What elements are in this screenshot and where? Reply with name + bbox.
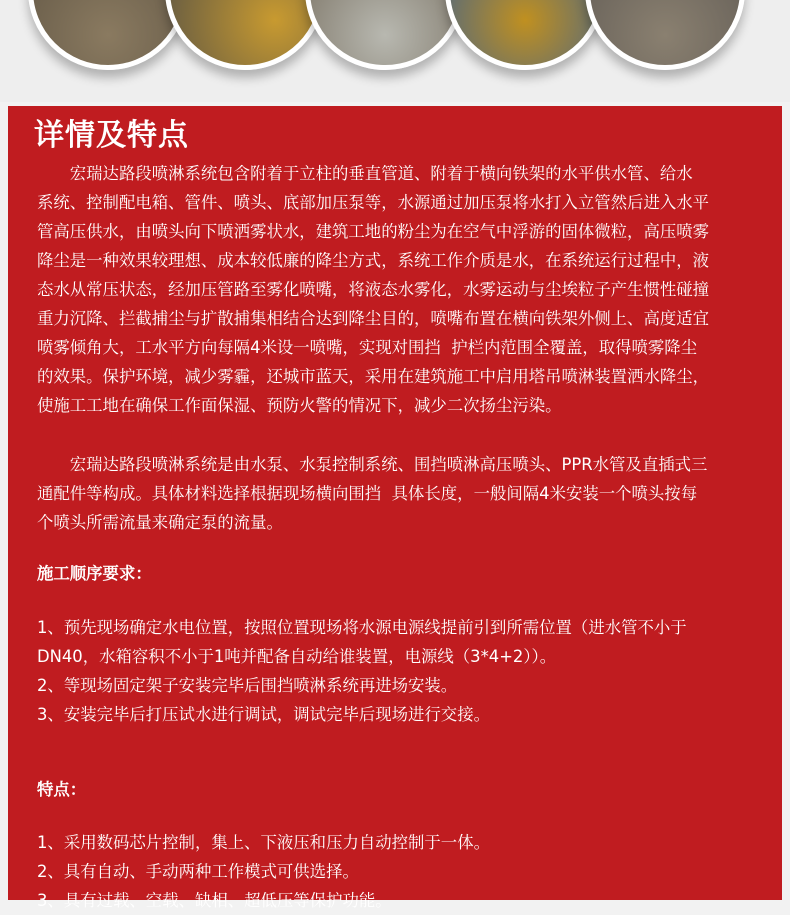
sequence-heading: 施工顺序要求： bbox=[37, 564, 152, 583]
text-line: 3、具有过载、空载、缺相、超低压等保护功能。 bbox=[37, 891, 392, 910]
description-paragraph-2 bbox=[37, 450, 707, 537]
text-line: 系统、控制配电箱、管件、喷头、底部加压泵等，水源通过加压泵将水打入立管然后进入水平 bbox=[37, 193, 710, 212]
text-line: 1、采用数码芯片控制，集上、下液压和压力自动控制于一体。 bbox=[37, 833, 490, 852]
text-line: 降尘是一种效果较理想、成本较低廉的降尘方式，系统工作介质是水，在系统运行过程中，液 bbox=[37, 251, 710, 270]
text-line: 重力沉降、拦截捕尘与扩散捕集相结合达到降尘目的，喷嘴布置在横向铁架外侧上、高度适宜 bbox=[37, 309, 710, 328]
text-line: 使施工工地在确保工作面保湿、预防火警的情况下，减少二次扬尘污染。 bbox=[37, 396, 562, 415]
text-line: 态水从常压状态，经加压管路至雾化喷嘴，将液态水雾化，水雾运动与尘埃粒子产生惯性碰撞 bbox=[37, 280, 710, 299]
text-line: 宏瑞达路段喷淋系统包含附着于立柱的垂直管道、附着于横向铁架的水平供水管、给水 bbox=[37, 164, 693, 183]
features-heading: 特点： bbox=[37, 780, 87, 799]
text-line: DN40，水箱容积不小于1吨并配备自动给谁装置，电源线（3*4+2））。 bbox=[37, 647, 557, 666]
text-line: 2、等现场固定架子安装完毕后围挡喷淋系统再进场安装。 bbox=[37, 676, 458, 695]
text-line: 1、预先现场确定水电位置，按照位置现场将水源电源线提前引到所需位置（进水管不小于 bbox=[37, 618, 687, 637]
text-line: 2、具有自动、手动两种工作模式可供选择。 bbox=[37, 862, 359, 881]
text-line: 喷雾倾角大，工水平方向每隔4米设一喷嘴，实现对围挡 护栏内范围全覆盖，取得喷雾降尘 bbox=[37, 338, 698, 357]
banner-image bbox=[28, 0, 188, 70]
section-title: 详情及特点 bbox=[34, 118, 189, 153]
text-line: 的效果。保护环境，减少雾霾，还城市蓝天，采用在建筑施工中启用塔吊喷淋装置洒水降尘， bbox=[37, 367, 710, 386]
banner-image bbox=[585, 0, 745, 70]
text-line: 管高压供水，由喷头向下喷洒雾状水，建筑工地的粉尘为在空气中浮游的固体微粒，高压喷雾 bbox=[37, 222, 710, 241]
banner bbox=[0, 0, 790, 102]
text-line: 宏瑞达路段喷淋系统是由水泵、水泵控制系统、围挡喷淋高压喷头、PPR水管及直插式三 bbox=[37, 455, 708, 474]
banner-image bbox=[305, 0, 465, 70]
text-line: 通配件等构成。具体材料选择根据现场横向围挡 具体长度，一般间隔4米安装一个喷头按每 bbox=[37, 484, 698, 503]
banner-image bbox=[165, 0, 325, 70]
details-panel bbox=[8, 106, 782, 910]
description-paragraph-1 bbox=[37, 159, 709, 420]
text-line: 3、安装完毕后打压试水进行调试，调试完毕后现场进行交接。 bbox=[37, 705, 490, 724]
features-list bbox=[37, 828, 490, 915]
sequence-list bbox=[37, 613, 687, 729]
text-line: 个喷头所需流量来确定泵的流量。 bbox=[37, 513, 283, 532]
banner-image bbox=[445, 0, 605, 70]
